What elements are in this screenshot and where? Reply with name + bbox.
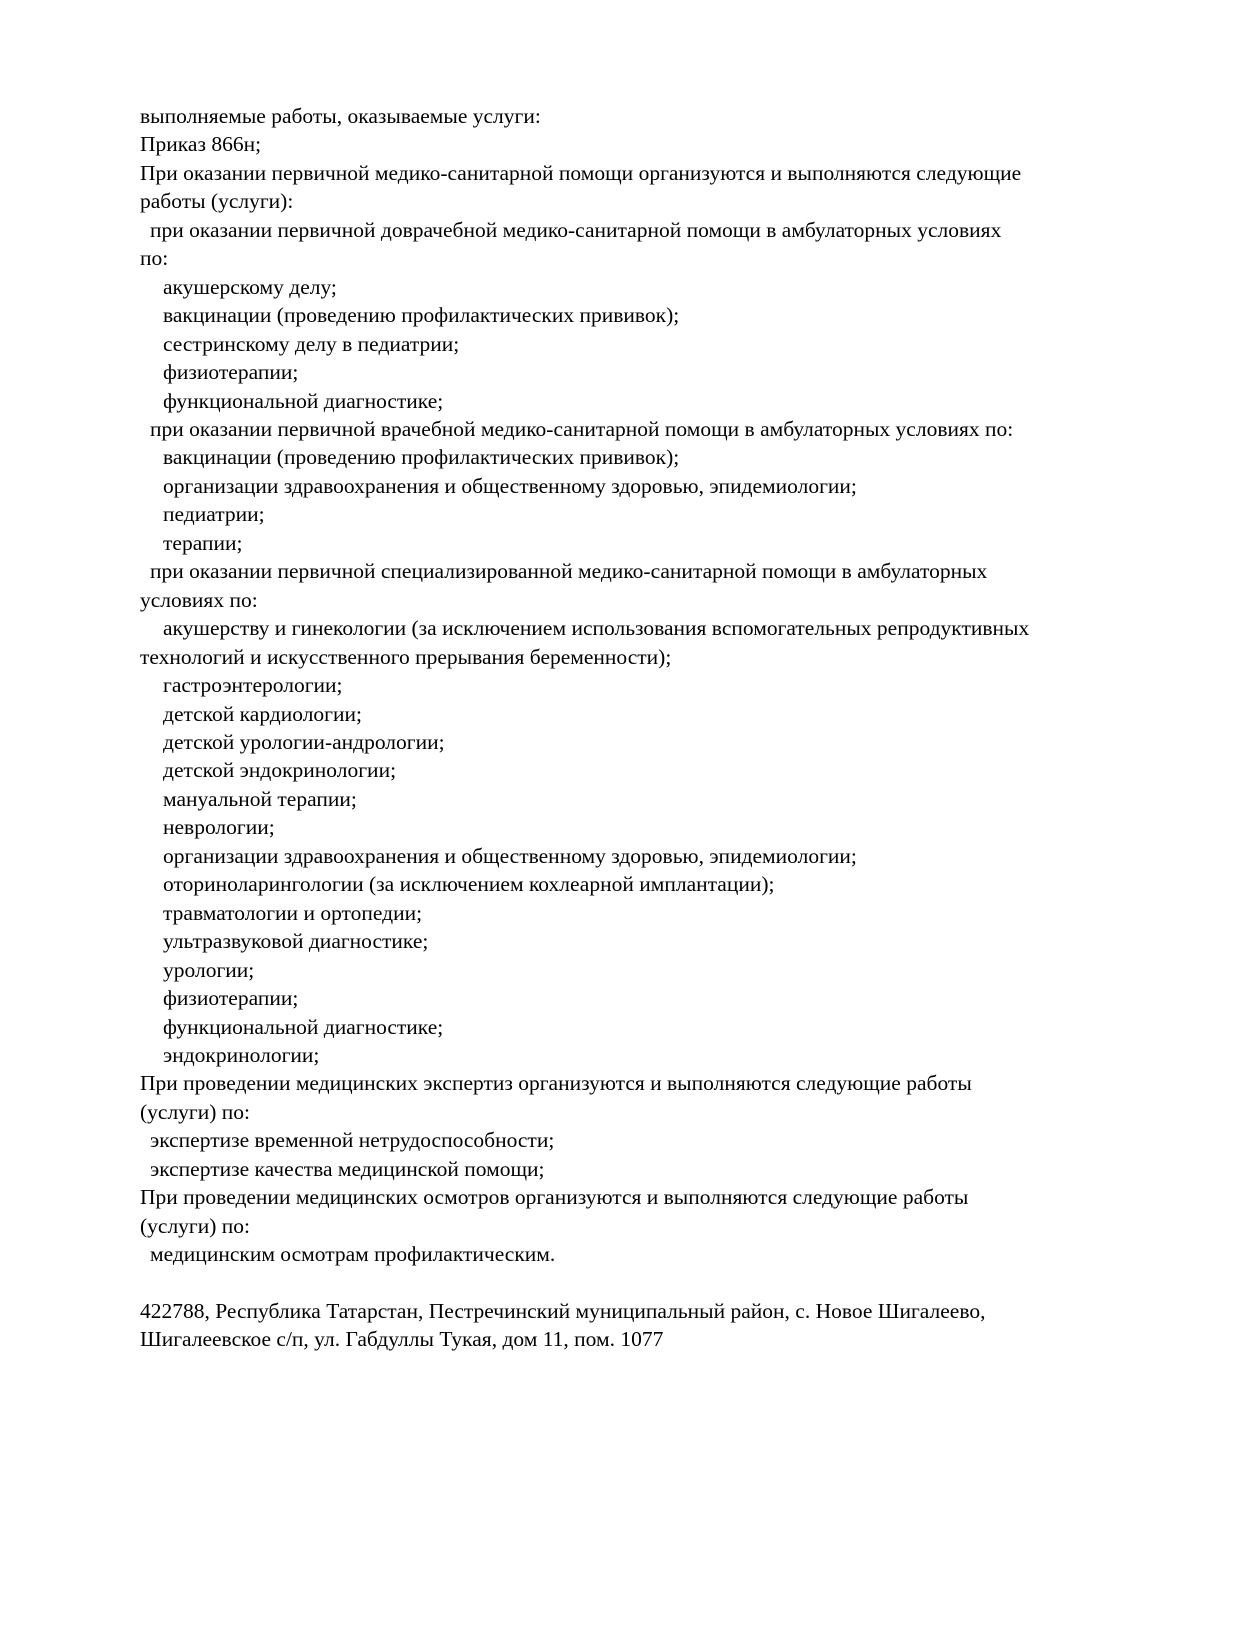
text-line: При оказании первичной медико-санитарной помощи организуются и выполняются следующие: [140, 160, 1022, 185]
text-line: гастроэнтерологии;: [163, 673, 343, 698]
text-line: При проведении медицинских экспертиз организуются и выполняются следующие работы: [140, 1071, 972, 1096]
text-line: по:: [140, 246, 169, 271]
text-line: экспертизе временной нетрудоспособности;: [150, 1128, 555, 1153]
text-line: физиотерапии;: [163, 360, 299, 385]
text-line: ультразвуковой диагностике;: [163, 929, 429, 954]
text-line: терапии;: [163, 530, 243, 555]
text-line: работы (услуги):: [140, 189, 294, 214]
text-line: функциональной диагностике;: [163, 1014, 444, 1039]
text-line: 422788, Республика Татарстан, Пестречинский муниципальный район, с. Новое Шигалеево,: [140, 1299, 986, 1324]
blank-line: [140, 1269, 1170, 1297]
text-line: оториноларингологии (за исключением кохлеарной имплантации);: [163, 872, 775, 897]
text-line: сестринскому делу в педиатрии;: [163, 331, 460, 356]
text-line: Шигалеевское с/п, ул. Габдуллы Тукая, дом 11, пом. 1077: [140, 1327, 664, 1352]
text-line: при оказании первичной специализированной медико-санитарной помощи в амбулаторных: [150, 559, 988, 584]
text-line: при оказании первичной доврачебной медико-санитарной помощи в амбулаторных условиях: [150, 217, 1002, 242]
text-line: (услуги) по:: [140, 1099, 251, 1124]
text-line: функциональной диагностике;: [163, 388, 444, 413]
text-line: акушерскому делу;: [163, 274, 337, 299]
text-line: эндокринологии;: [163, 1042, 320, 1067]
text-line: педиатрии;: [163, 502, 265, 527]
text-line: медицинским осмотрам профилактическим.: [150, 1242, 556, 1267]
text-line: Приказ 866н;: [140, 132, 262, 157]
document-body: [140, 102, 1170, 1354]
text-line: выполняемые работы, оказываемые услуги:: [140, 104, 541, 128]
text-line: урологии;: [163, 957, 255, 982]
text-line: неврологии;: [163, 815, 275, 840]
text-line: технологий и искусственного прерывания беременности);: [140, 644, 672, 669]
text-line: мануальной терапии;: [163, 786, 357, 811]
text-line: детской кардиологии;: [163, 701, 362, 726]
text-line: При проведении медицинских осмотров организуются и выполняются следующие работы: [140, 1185, 969, 1210]
text-line: вакцинации (проведению профилактических прививок);: [163, 303, 680, 328]
text-line: условиях по:: [140, 587, 258, 612]
text-line: организации здравоохранения и общественному здоровью, эпидемиологии;: [163, 843, 857, 868]
text-line: физиотерапии;: [163, 986, 299, 1011]
text-line: при оказании первичной врачебной медико-санитарной помощи в амбулаторных условиях по:: [150, 416, 1014, 441]
text-line: детской урологии-андрологии;: [163, 729, 445, 754]
text-line: экспертизе качества медицинской помощи;: [150, 1156, 545, 1181]
text-line: детской эндокринологии;: [163, 758, 397, 783]
text-line: организации здравоохранения и общественному здоровью, эпидемиологии;: [163, 473, 857, 498]
text-line: вакцинации (проведению профилактических прививок);: [163, 445, 680, 470]
text-line: акушерству и гинекологии (за исключением использования вспомогательных репродуктивных: [163, 616, 1030, 641]
text-line: травматологии и ортопедии;: [163, 900, 423, 925]
text-line: (услуги) по:: [140, 1213, 251, 1238]
